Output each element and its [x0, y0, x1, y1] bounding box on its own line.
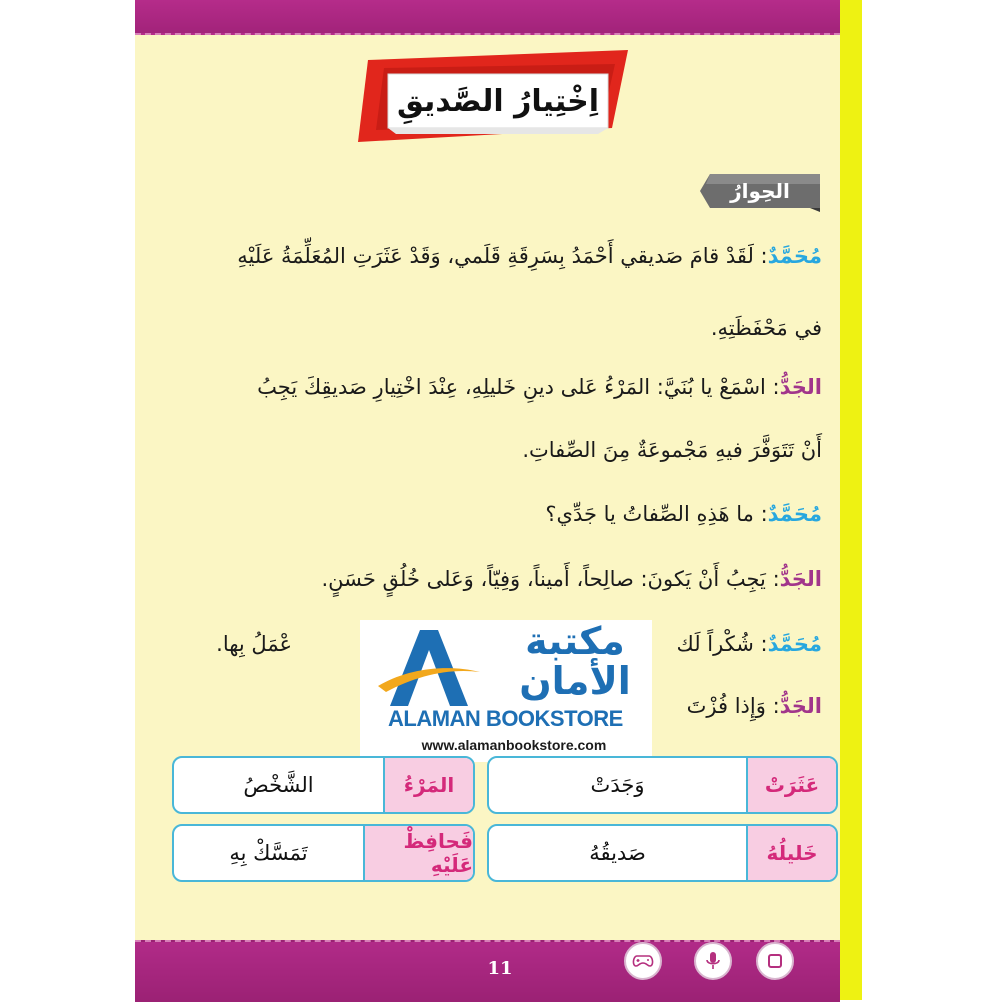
vocab-meaning: وَجَدَتْ: [590, 773, 645, 797]
vocab-meaning: تَمَسَّكْ بِهِ: [229, 841, 308, 865]
bookstore-english-name: ALAMAN BOOKSTORE: [388, 706, 623, 731]
vocab-word: المَرْءُ: [383, 758, 473, 812]
vocab-meaning: الشَّخْصُ: [243, 773, 314, 797]
gamepad-icon: [632, 953, 654, 969]
dialogue-line-6: [321, 567, 822, 591]
dialogue-text: في مَحْفَظَتِهِ.: [710, 316, 822, 340]
dialogue-text: : شُكْراً لَك: [676, 632, 768, 656]
dialogue-line-7: [677, 632, 823, 656]
vocab-word: فَحافِظْ عَلَيْهِ: [363, 826, 473, 880]
dialogue-text: : وَإِذا فُزْتَ: [686, 694, 780, 718]
side-color-strip: [840, 0, 862, 1000]
dialogue-line-4: [522, 438, 822, 462]
dialogue-line-3: [257, 375, 822, 399]
game-button[interactable]: [624, 942, 662, 980]
dialogue-text: : يَجِبُ أَنْ يَكونَ: صالِحاً، أَميناً، وَفِيّاً، وَعَلى خُلُقٍ حَسَنٍ.: [321, 567, 780, 591]
vocab-meaning: صَديقُهُ: [589, 841, 646, 865]
dialogue-line-2: [711, 316, 822, 340]
dialogue-line-5: [545, 502, 822, 526]
dialogue-text: : ما هَذِهِ الصِّفاتُ يا جَدِّي؟: [545, 502, 768, 526]
vocab-word: خَليلُهُ: [746, 826, 836, 880]
dialogue-text: أَنْ تَتَوَفَّرَ فيهِ مَجْموعَةٌ مِنَ الصِّفاتِ.: [522, 438, 822, 462]
speaker-label: الجَدُّ: [779, 694, 822, 718]
dialogue-line-8: [687, 694, 822, 718]
page-title: اِخْتِيارُ الصَّديقِ: [396, 83, 600, 119]
record-button[interactable]: [694, 942, 732, 980]
speaker-label: الجَدُّ: [779, 567, 822, 591]
vocab-card: [487, 756, 838, 814]
vocab-card: [172, 824, 475, 882]
bookstore-url: www.alamanbookstore.com: [421, 737, 607, 753]
vocab-word: عَثَرَتْ: [746, 758, 836, 812]
vocab-card: [487, 824, 838, 882]
speaker-label: الجَدُّ: [779, 375, 822, 399]
alaman-logo-icon: [368, 628, 488, 708]
section-label: الحِوارُ: [730, 179, 790, 203]
speaker-label: مُحَمَّدٌ: [767, 632, 822, 656]
page-number: 11: [487, 958, 513, 979]
speaker-label: مُحَمَّدٌ: [767, 244, 822, 268]
stop-icon: [766, 952, 784, 970]
dialogue-text: : لَقَدْ قامَ صَديقي أَحْمَدُ بِسَرِقَةِ قَلَمي، وَقَدْ عَثَرَتِ المُعَلِّمَةُ عَلَيْهِ: [237, 244, 768, 268]
bookstore-arabic-name: مكتبة الأمان: [519, 619, 631, 703]
top-decorative-band: [135, 0, 840, 35]
dialogue-line-1: [237, 244, 822, 268]
dialogue-line-7-tail: [216, 632, 292, 656]
dialogue-text: عْمَلُ بِها.: [216, 632, 292, 656]
dialogue-text: : اسْمَعْ يا بُنَيَّ: المَرْءُ عَلى دينِ خَليلِهِ، عِنْدَ اخْتِيارِ صَديقِكَ يَجِبُ: [257, 375, 780, 399]
speaker-label: مُحَمَّدٌ: [767, 502, 822, 526]
microphone-icon: [704, 951, 722, 971]
stop-button[interactable]: [756, 942, 794, 980]
vocab-card: [172, 756, 475, 814]
